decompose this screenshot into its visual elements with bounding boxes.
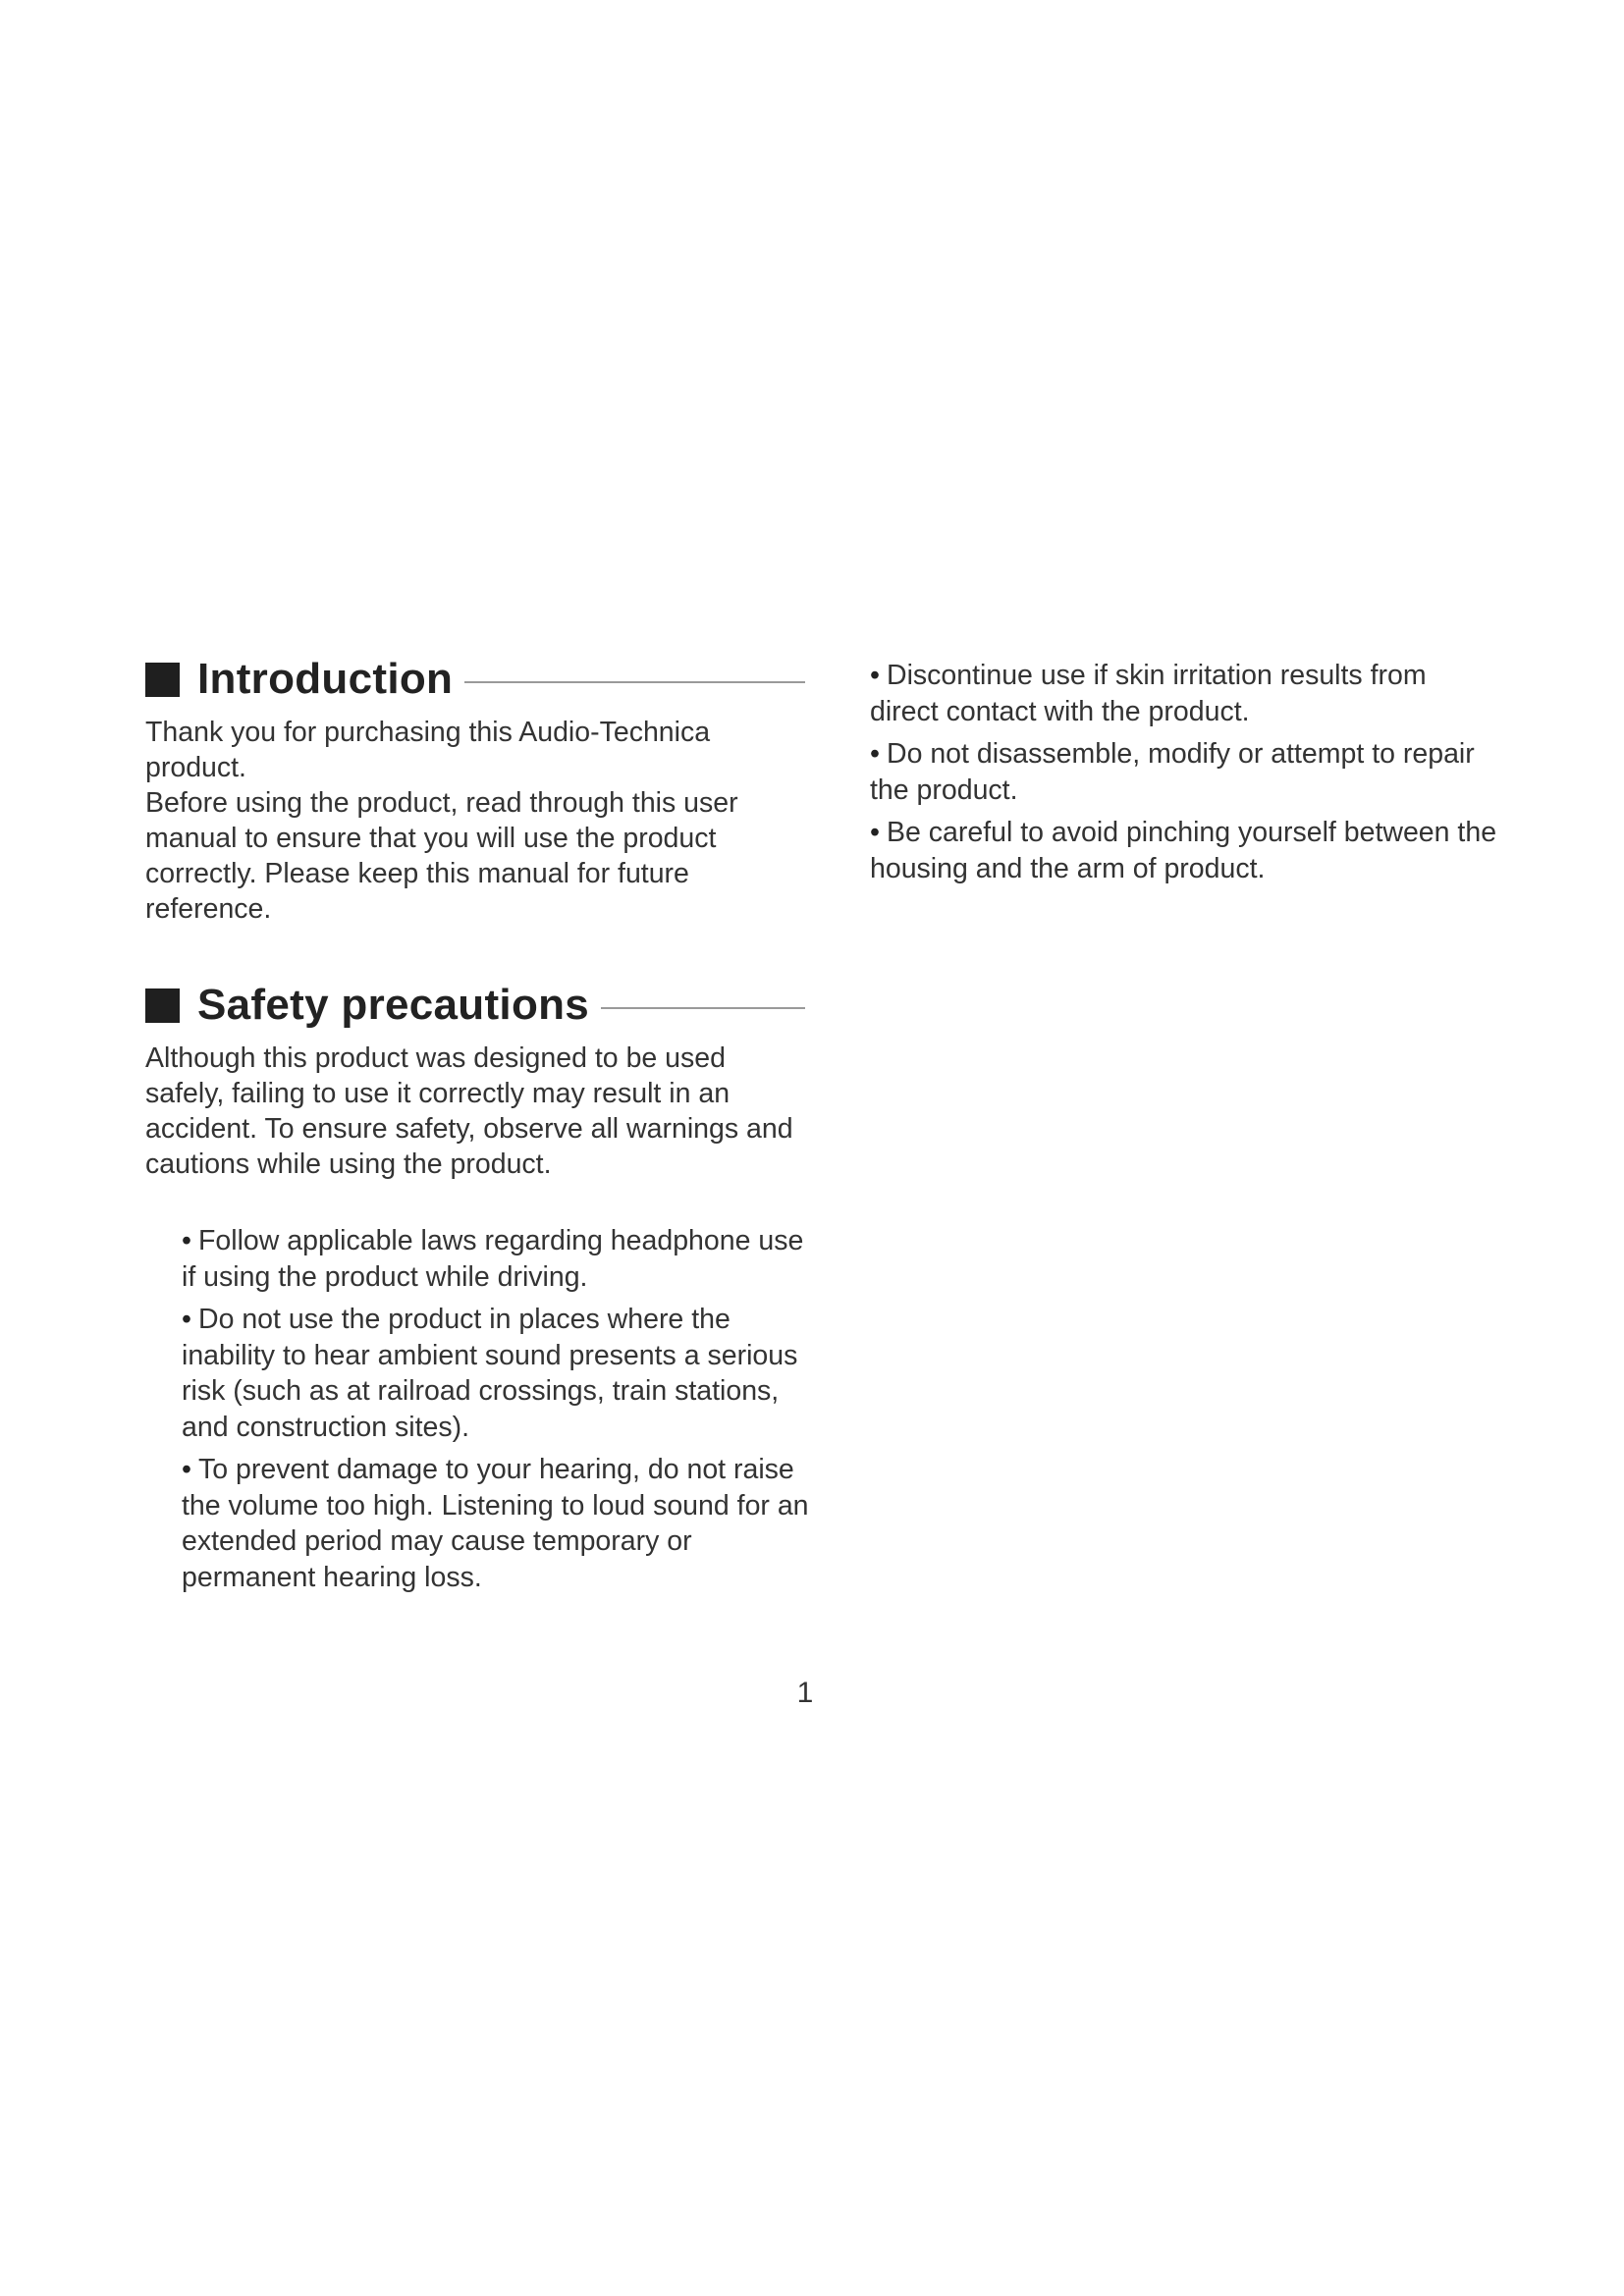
introduction-paragraph: Before using the product, read through this user manual to ensure that you will use the product correctly. Please keep this manual for future reference. bbox=[145, 787, 738, 925]
list-item bbox=[870, 815, 1498, 886]
list-item-text: Discontinue use if skin irritation results from direct contact with the product. bbox=[870, 660, 1427, 727]
bullet-icon: • bbox=[182, 1454, 191, 1485]
left-column bbox=[145, 652, 809, 1602]
list-item-text: Be careful to avoid pinching yourself between the housing and the arm of product. bbox=[870, 817, 1497, 884]
right-column bbox=[870, 658, 1498, 893]
safety-heading bbox=[145, 978, 805, 1033]
square-bullet-icon bbox=[145, 988, 180, 1023]
list-item bbox=[870, 658, 1498, 729]
safety-list-left bbox=[145, 1223, 810, 1595]
introduction-title: Introduction bbox=[197, 655, 454, 703]
introduction-heading bbox=[145, 652, 805, 707]
safety-intro: Although this product was designed to be used safely, failing to use it correctly may result in an accident. To ensure safety, observe all warnings and cautions while using the product. bbox=[145, 1042, 793, 1180]
list-item-text: Do not disassemble, modify or attempt to repair the product. bbox=[870, 738, 1475, 806]
list-item-text: Follow applicable laws regarding headphone use if using the product while driving. bbox=[182, 1225, 804, 1293]
square-bullet-icon bbox=[145, 663, 180, 697]
bullet-icon: • bbox=[182, 1225, 191, 1256]
list-item bbox=[182, 1452, 810, 1595]
list-item-text: To prevent damage to your hearing, do not raise the volume too high. Listening to loud sound for an extended period may cause temporary or permanent hearing loss. bbox=[182, 1454, 809, 1593]
introduction-body bbox=[145, 715, 805, 927]
heading-rule bbox=[464, 681, 805, 683]
introduction-paragraph: Thank you for purchasing this Audio-Technica product. bbox=[145, 717, 711, 783]
bullet-icon: • bbox=[870, 738, 880, 770]
heading-rule bbox=[601, 1007, 805, 1009]
list-item bbox=[182, 1302, 810, 1445]
bullet-icon: • bbox=[870, 817, 880, 848]
bullet-icon: • bbox=[870, 660, 880, 691]
safety-list-right bbox=[870, 658, 1498, 886]
page-number: 1 bbox=[796, 1677, 814, 1709]
safety-title: Safety precautions bbox=[197, 981, 590, 1029]
list-item bbox=[870, 736, 1498, 808]
list-item bbox=[182, 1223, 810, 1295]
bullet-icon: • bbox=[182, 1304, 191, 1335]
list-item-text: Do not use the product in places where the inability to hear ambient sound presents a serious risk (such as at railroad crossings, train stations, and construction sites). bbox=[182, 1304, 798, 1443]
